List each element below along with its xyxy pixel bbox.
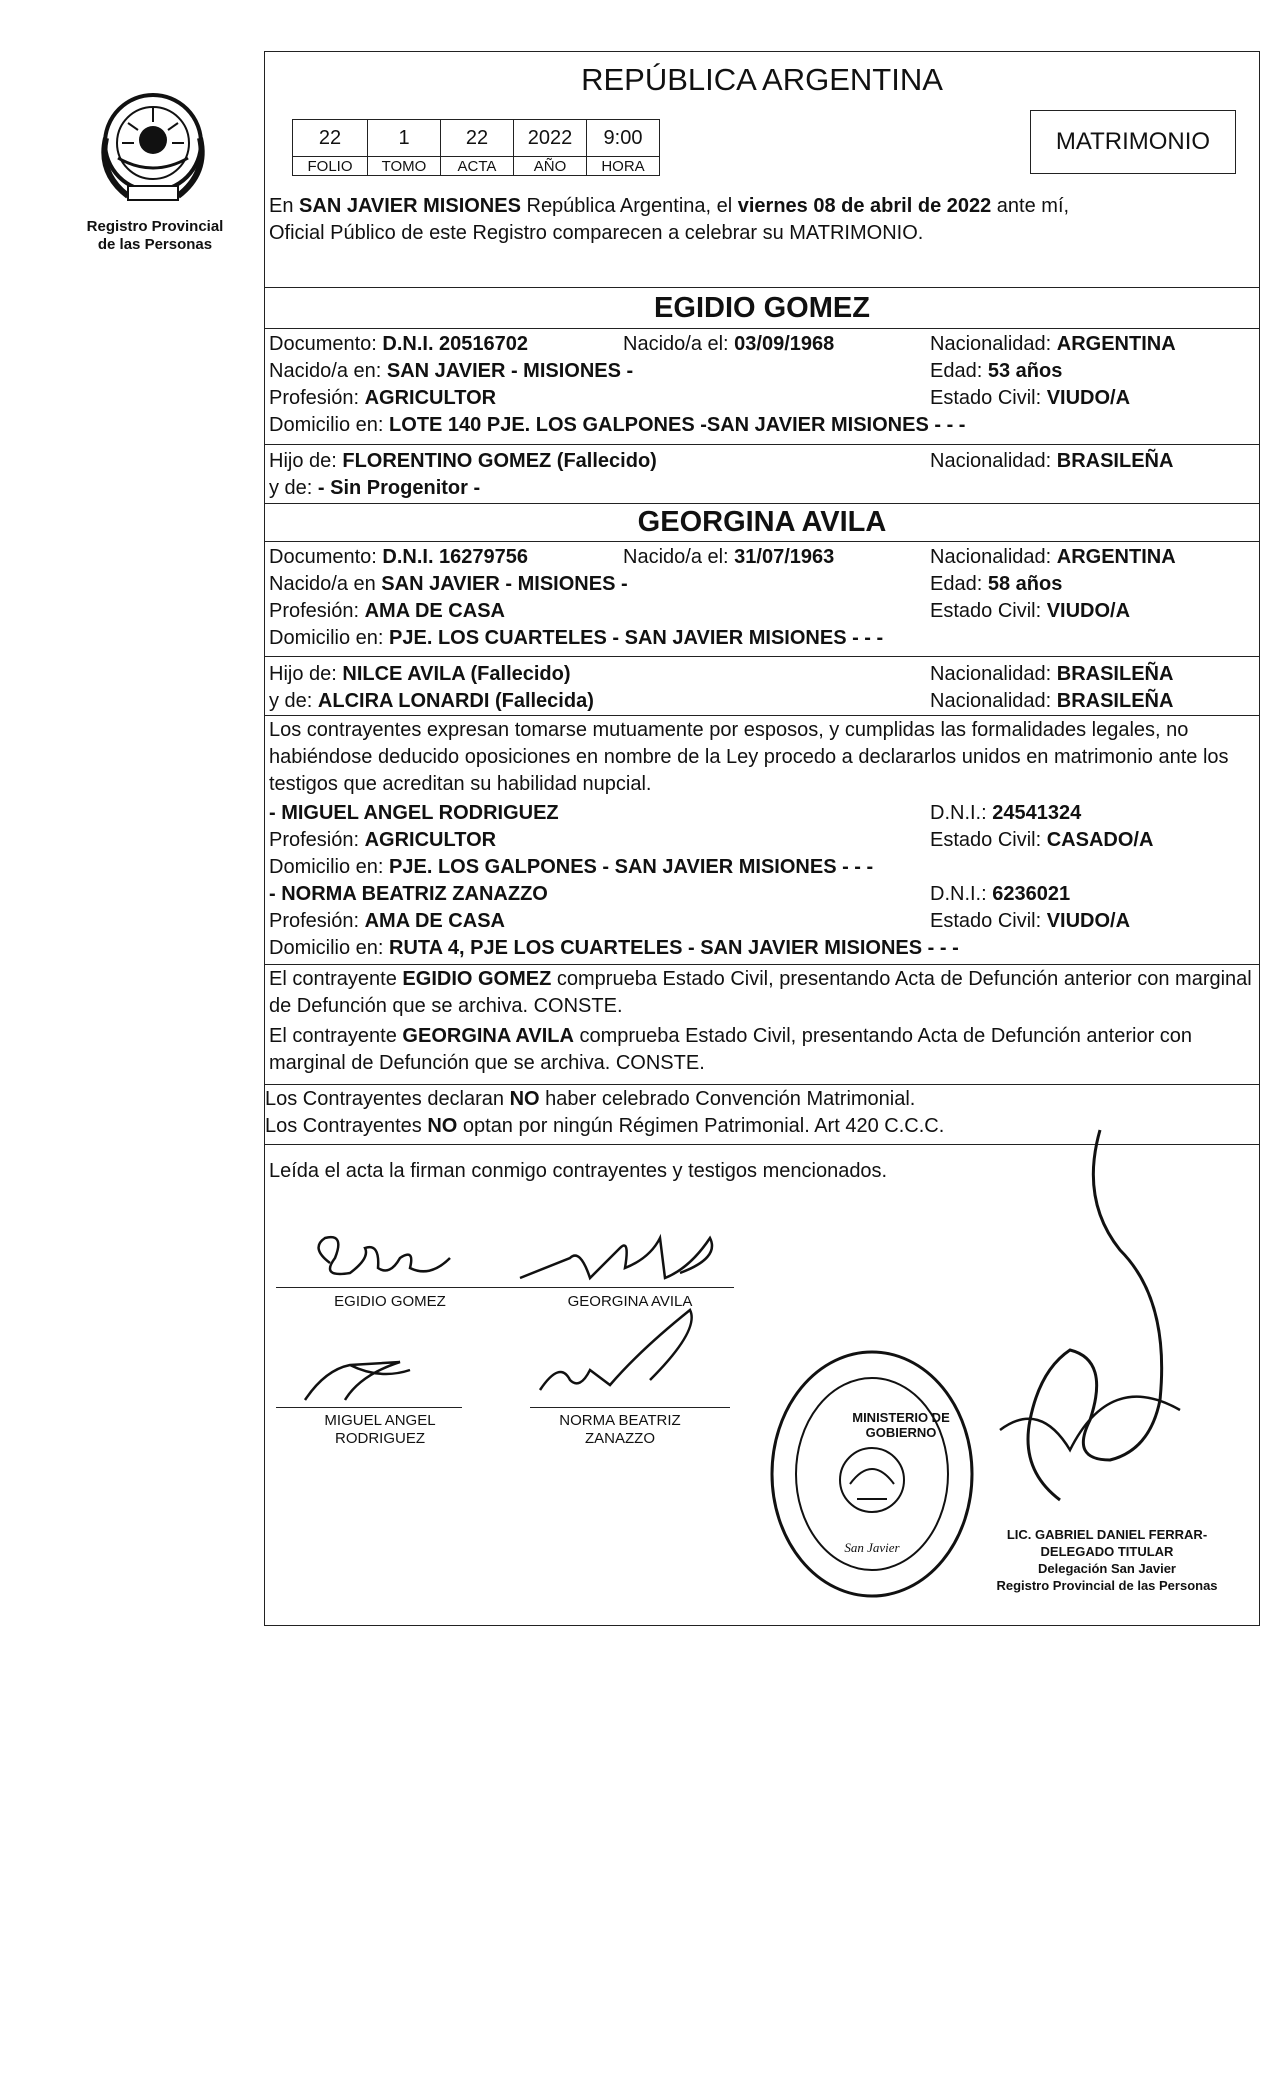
intro-en: En [269, 195, 300, 217]
acta-label: ACTA [441, 157, 514, 176]
bride-profession: Profesión: AMA DE CASA [269, 600, 505, 622]
divider [265, 503, 1259, 504]
groom-father-nationality: Nacionalidad: BRASILEÑA [930, 450, 1174, 472]
divider [265, 541, 1259, 542]
groom-father: Hijo de: FLORENTINO GOMEZ (Fallecido) [269, 450, 657, 472]
intro-line-1 [269, 193, 1069, 219]
closing-text: Leída el acta la firman conmigo contrayentes y testigos mencionados. [269, 1160, 888, 1182]
stamp-inner-text: MINISTERIO DE GOBIERNO [852, 1410, 950, 1440]
divider [265, 715, 1259, 716]
official-office: Delegación San Javier [1037, 1561, 1176, 1576]
witness1-signature [290, 1350, 430, 1415]
intro-line-2: Oficial Público de este Registro comparecen a celebrar su MATRIMONIO. [269, 222, 924, 244]
groom-signature-line [276, 1287, 548, 1288]
witness1-civil-status: Estado Civil: CASADO/A [930, 829, 1154, 851]
divider [265, 1084, 1259, 1085]
page-title: REPÚBLICA ARGENTINA [581, 62, 943, 97]
note-bride: El contrayente GEORGINA AVILA comprueba Estado Civil, presentando Acta de Defunción anterior con marginal de Defunción que se archiva. CONSTE. [269, 1025, 1193, 1074]
stamp-place: San Javier [844, 1540, 900, 1555]
logo-caption-line2: de las Personas [97, 236, 213, 253]
intro-date: viernes 08 de abril de 2022 [737, 195, 992, 217]
groom-document: Documento: D.N.I. 20516702 [269, 333, 529, 355]
intro-end: ante mí, [991, 195, 1070, 217]
witness2-signature-label: NORMA BEATRIZ ZANAZZO [559, 1412, 681, 1447]
divider [265, 328, 1259, 329]
groom-age: Edad: 53 años [930, 360, 1063, 382]
bride-document: Documento: D.N.I. 16279756 [269, 546, 529, 568]
groom-mother: y de: - Sin Progenitor - [269, 477, 481, 499]
tomo-value: 1 [368, 120, 441, 157]
witness2-civil-status: Estado Civil: VIUDO/A [930, 910, 1131, 932]
witness2-address: Domicilio en: RUTA 4, PJE LOS CUARTELES - SAN JAVIER MISIONES - - - [269, 937, 959, 959]
bride-civil-status: Estado Civil: VIUDO/A [930, 600, 1131, 622]
registry-table [292, 119, 660, 176]
intro-place: SAN JAVIER MISIONES [299, 195, 521, 217]
official-role: DELEGADO TITULAR [1040, 1544, 1174, 1559]
logo-caption [70, 218, 240, 254]
groom-civil-status: Estado Civil: VIUDO/A [930, 387, 1131, 409]
bride-address: Domicilio en: PJE. LOS CUARTELES - SAN JAVIER MISIONES - - - [269, 627, 884, 649]
witness1-address: Domicilio en: PJE. LOS GALPONES - SAN JAVIER MISIONES - - - [269, 856, 874, 878]
bride-birthplace: Nacido/a en SAN JAVIER - MISIONES - [269, 573, 628, 595]
hour-label: HORA [587, 157, 660, 176]
registry-stamp [762, 1344, 982, 1604]
witness1-signature-line [276, 1407, 462, 1408]
folio-value: 22 [293, 120, 368, 157]
witness2-name: - NORMA BEATRIZ ZANAZZO [269, 883, 548, 905]
bride-mother: y de: ALCIRA LONARDI (Fallecida) [269, 690, 594, 712]
note-groom: El contrayente EGIDIO GOMEZ comprueba Estado Civil, presentando Acta de Defunción anterior con marginal de Defunción que se archiva. CONSTE. [269, 968, 1252, 1017]
year-label: AÑO [514, 157, 587, 176]
declaration-text: Los contrayentes expresan tomarse mutuamente por esposos, y cumplidas las formalidades legales, no habiéndose deducido oposiciones en nombre de la Ley procedo a declararlos unidos en matrimonio ante los testigos que acreditan su habilidad nupcial. [269, 719, 1229, 795]
convention-line-1: Los Contrayentes declaran NO haber celebrado Convención Matrimonial. [265, 1088, 916, 1110]
convention-line-2: Los Contrayentes NO optan por ningún Régimen Patrimonial. Art 420 C.C.C. [265, 1115, 945, 1137]
bride-nationality: Nacionalidad: ARGENTINA [930, 546, 1176, 568]
groom-profession: Profesión: AGRICULTOR [269, 387, 497, 409]
witness2-signature [520, 1290, 720, 1415]
witness1-signature-label: MIGUEL ANGEL RODRIGUEZ [324, 1412, 436, 1447]
witness2-profession: Profesión: AMA DE CASA [269, 910, 505, 932]
witness2-dni: D.N.I.: 6236021 [930, 883, 1071, 905]
bride-age: Edad: 58 años [930, 573, 1063, 595]
year-value: 2022 [514, 120, 587, 157]
divider [265, 964, 1259, 965]
bride-born-date: Nacido/a el: 31/07/1963 [623, 546, 835, 568]
bride-mother-nationality: Nacionalidad: BRASILEÑA [930, 690, 1174, 712]
divider [265, 287, 1259, 288]
document-type-box: MATRIMONIO [1030, 110, 1236, 174]
witness1-profession: Profesión: AGRICULTOR [269, 829, 497, 851]
official-registry: Registro Provincial de las Personas [996, 1578, 1218, 1593]
groom-address: Domicilio en: LOTE 140 PJE. LOS GALPONES -SAN JAVIER MISIONES - - - [269, 414, 966, 436]
divider [265, 656, 1259, 657]
bride-signature-label: GEORGINA AVILA [567, 1293, 693, 1310]
groom-birthplace: Nacido/a en: SAN JAVIER - MISIONES - [269, 360, 634, 382]
groom-name: EGIDIO GOMEZ [654, 292, 870, 324]
hour-value: 9:00 [587, 120, 660, 157]
official-signature [980, 1120, 1230, 1525]
groom-born-date: Nacido/a el: 03/09/1968 [623, 333, 835, 355]
bride-father: Hijo de: NILCE AVILA (Fallecido) [269, 663, 571, 685]
bride-name: GEORGINA AVILA [637, 506, 887, 538]
intro-mid: República Argentina, el [520, 195, 738, 217]
witness1-dni: D.N.I.: 24541324 [930, 802, 1082, 824]
logo-caption-line1: Registro Provincial [86, 218, 224, 235]
bride-signature-line [548, 1287, 734, 1288]
official-name: LIC. GABRIEL DANIEL FERRAR- [1006, 1527, 1208, 1542]
official-block [982, 1526, 1232, 1594]
groom-signature-label: EGIDIO GOMEZ [334, 1293, 446, 1310]
witness2-signature-line [530, 1407, 730, 1408]
tomo-label: TOMO [368, 157, 441, 176]
groom-nationality: Nacionalidad: ARGENTINA [930, 333, 1176, 355]
witness1-name: - MIGUEL ANGEL RODRIGUEZ [269, 802, 559, 824]
folio-label: FOLIO [293, 157, 368, 176]
acta-value: 22 [441, 120, 514, 157]
province-seal-logo [88, 78, 218, 208]
divider [265, 444, 1259, 445]
bride-father-nationality: Nacionalidad: BRASILEÑA [930, 663, 1174, 685]
